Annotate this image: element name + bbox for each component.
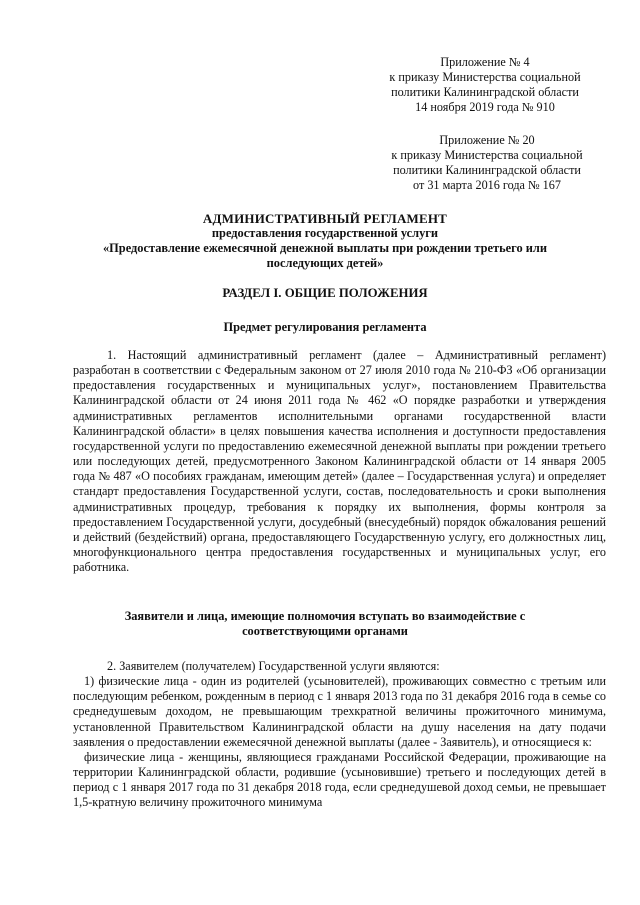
paragraph-1-text: 1. Настоящий административный регламент (далее – Административный регламент) разработан в соответствии с Федеральным законом от 27 июля 2010 года № 210-ФЗ «Об организации предоставления государственных и муниципальных услуг», постановлением Правительства Калининградской области от 24 июня 2011 года № 462 «О порядке разработки и утверждения административных регламентов исполнительными органами государственной власти Калининградской области» в целях повышения качества исполнения и доступности предоставления государственной услуги по предоставлению ежемесячной денежной выплаты при рождении третьего или последующих детей, предусмотренного Законом Калининградской области от 14 января 2005 года № 487 «О пособиях гражданам, имеющим детей» (далее – Государственная услуга) и определяет стандарт предоставления Государственной услуги, состав, последовательность и сроки выполнения административных процедур, требования к порядку их выполнения, формы контроля за предоставлением Государственной услуги, досудебный (внесудебный) порядок обжалования решений и действий (бездействий) органа, предоставляющего Государственную услугу, его должностных лиц, многофункционального центра предоставления государственных и муниципальных услуг, его работника. (73, 348, 606, 575)
appendix-4-date: 14 ноября 2019 года № 910 (415, 100, 555, 114)
appendix-20-number: Приложение № 20 (439, 133, 535, 147)
appendix-20-header (378, 133, 596, 193)
applicants-heading-line-1: Заявители и лица, имеющие полномочия вступать во взаимодействие с (124, 609, 526, 623)
appendix-4-order-line: к приказу Министерства социальной (389, 70, 581, 84)
subject-heading: Предмет регулирования регламента (223, 320, 427, 334)
appendix-4-header (374, 55, 596, 115)
paragraph-2-text: 2. Заявителем (получателем) Государственной услуги являются: (107, 659, 440, 673)
title-service-name-2: последующих детей» (266, 256, 384, 270)
appendix-4-number: Приложение № 4 (440, 55, 530, 69)
document-title (60, 211, 590, 271)
applicants-heading-line-2: соответствующими органами (242, 624, 408, 638)
appendix-20-ministry-line: политики Калининградской области (393, 163, 581, 177)
paragraph-1 (73, 348, 606, 575)
applicants-heading (60, 609, 590, 639)
section-heading: РАЗДЕЛ I. ОБЩИЕ ПОЛОЖЕНИЯ (222, 286, 428, 300)
title-service-name-1: «Предоставление ежемесячной денежной выплаты при рождении третьего или (102, 241, 548, 255)
appendix-20-date: от 31 марта 2016 года № 167 (413, 178, 561, 192)
appendix-4-ministry-line: политики Калининградской области (391, 85, 579, 99)
appendix-20-order-line: к приказу Министерства социальной (391, 148, 583, 162)
paragraph-2-item-women: физические лица - женщины, являющиеся гражданами Российской Федерации, проживающие на территории Калининградской области, родившие (усыновившие) третьего и последующих детей в период с 1 января 2017 года по 31 декабря 2018 года, если среднедушевой доход семьи, не превышает 1,5-кратную величину прожиточного минимума (73, 749, 606, 810)
paragraph-2-block (73, 659, 606, 811)
title-main: АДМИНИСТРАТИВНЫЙ РЕГЛАМЕНТ (202, 211, 448, 226)
paragraph-2-item-1: 1) физические лица - один из родителей (усыновителей), проживающих совместно с третьим или последующим ребенком, рожденным в период с 1 января 2013 года по 31 декабря 2016 года в семье со среднедушевым доходом, не превышающим трехкратной величины прожиточного минимума, установленной Правительством Калининградской области на душу населения на дату подачи заявления о предоставлении ежемесячной денежной выплаты (далее - Заявитель), и относящиеся к: (73, 674, 606, 749)
title-subtitle: предоставления государственной услуги (211, 226, 439, 240)
